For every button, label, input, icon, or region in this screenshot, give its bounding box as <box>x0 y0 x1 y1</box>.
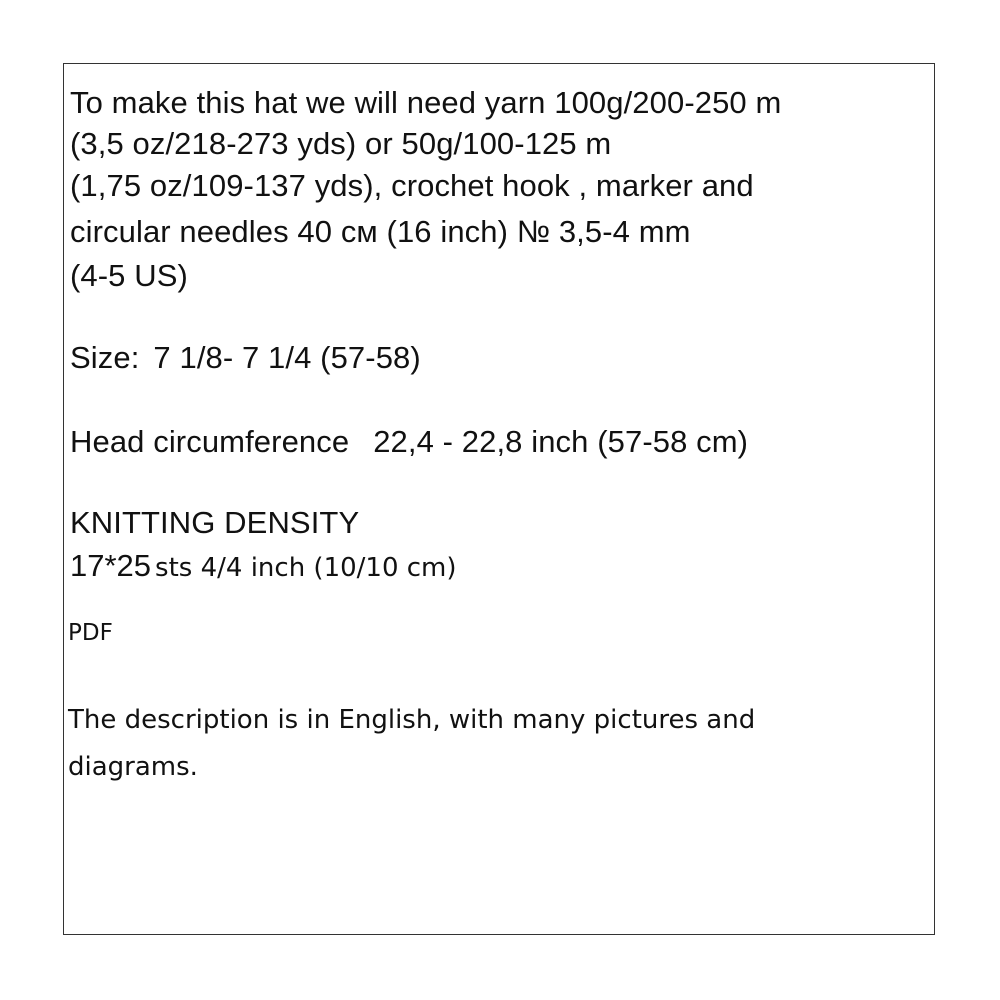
description-line-2: diagrams. <box>68 752 198 782</box>
materials-line-5: (4-5 US) <box>70 258 188 293</box>
head-circumference-line <box>70 424 748 460</box>
size-line <box>70 340 421 376</box>
materials-line-2: (3,5 oz/218-273 yds) or 50g/100-125 m <box>70 126 612 161</box>
head-value: 22,4 - 22,8 inch (57-58 cm) <box>373 424 749 459</box>
materials-line-4: circular needles 40 см (16 inch) № 3,5-4 mm <box>70 214 691 249</box>
materials-line-1: To make this hat we will need yarn 100g/200-250 m <box>70 85 782 120</box>
head-label: Head circumference <box>70 424 350 459</box>
format-label: PDF <box>68 620 113 646</box>
size-value: 7 1/8- 7 1/4 (57-58) <box>153 340 421 375</box>
density-heading: KNITTING DENSITY <box>70 505 360 540</box>
size-label: Size: <box>70 340 140 375</box>
density-detail: sts 4/4 inch (10/10 cm) <box>155 553 457 583</box>
density-count: 17*25 <box>70 548 152 583</box>
description-line-1: The description is in English, with many pictures and <box>68 705 756 735</box>
density-line <box>70 548 457 584</box>
materials-line-3: (1,75 oz/109-137 yds), crochet hook , marker and <box>70 168 754 203</box>
